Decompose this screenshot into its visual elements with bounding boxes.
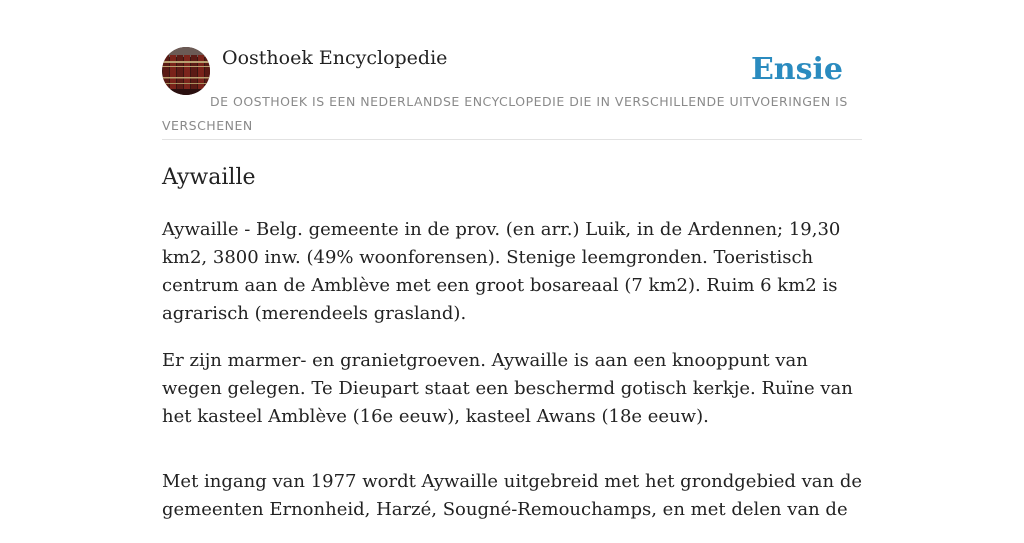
site-name[interactable]: Oosthoek Encyclopedie — [222, 47, 448, 69]
article-body — [162, 216, 862, 543]
brand-logo[interactable]: Ensie — [750, 52, 843, 87]
article-paragraph: Met ingang van 1977 wordt Aywaille uitgebreid met het grondgebied van de gemeenten Ernonheid, Harzé, Sougné-Remouchamps, en met delen van de — [162, 471, 863, 520]
site-header — [162, 46, 862, 140]
article-title: Aywaille — [162, 165, 256, 190]
header-divider — [162, 139, 862, 140]
article-paragraph: Aywaille - Belg. gemeente in de prov. (en arr.) Luik, in de Ardennen; 19,30 km2, 3800 inw. (49% woonforensen). Stenige leemgronden. Toeristisch centrum aan de Amblève met een groot bosareaal (7 km2). Ruim 6 km2 is agrarisch (merendeels grasland). — [162, 219, 841, 324]
encyclopedia-books-icon[interactable] — [162, 47, 210, 95]
site-tagline: DE OOSTHOEK IS EEN NEDERLANDSE ENCYCLOPEDIE DIE IN VERSCHILLENDE UITVOERINGEN IS VERSCHENEN — [162, 94, 848, 133]
page — [162, 0, 863, 520]
article-paragraph: Er zijn marmer- en granietgroeven. Aywaille is aan een knooppunt van wegen gelegen. Te Dieupart staat een beschermd gotisch kerkje. Ruïne van het kasteel Amblève (16e eeuw), kasteel Awans (18e eeuw). — [162, 350, 853, 427]
